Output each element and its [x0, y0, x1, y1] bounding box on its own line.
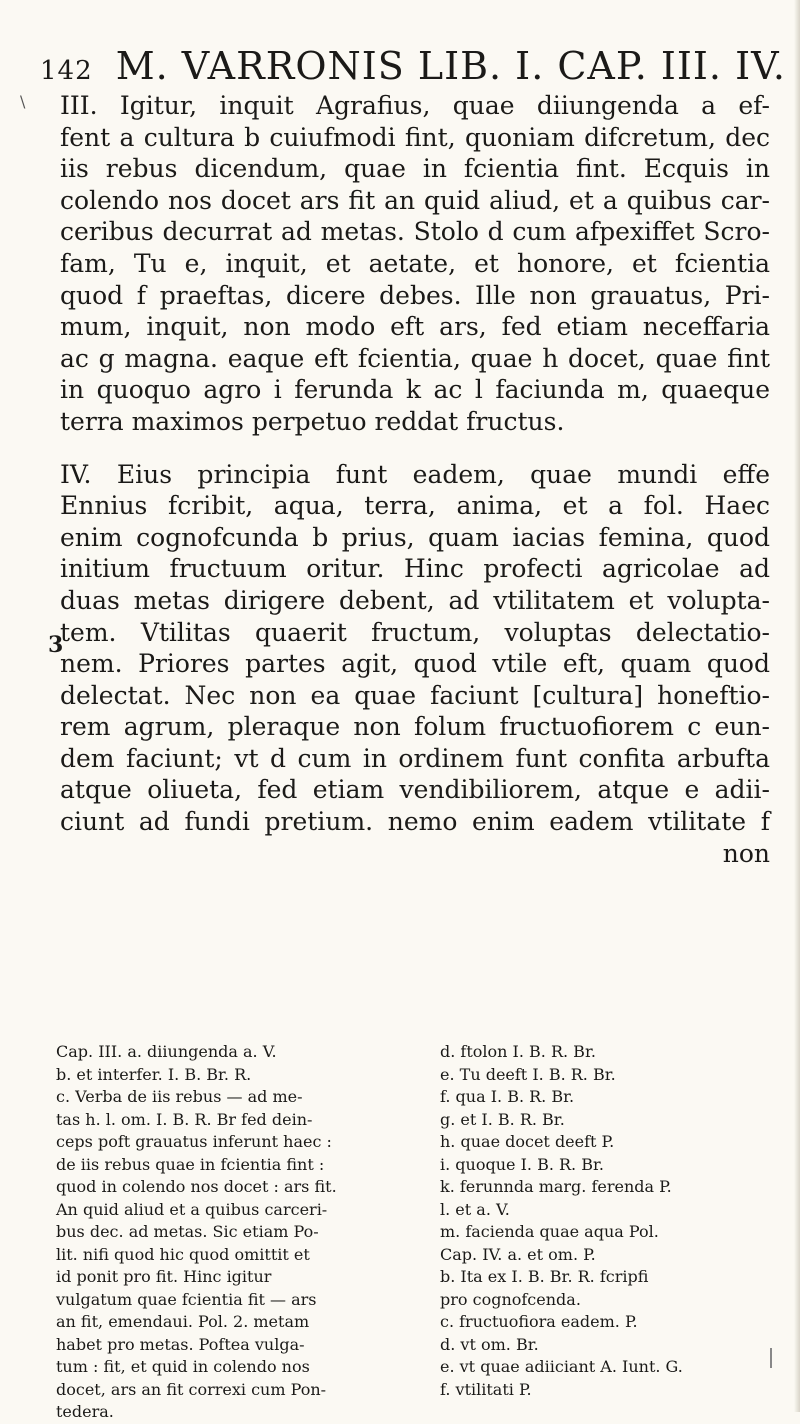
text-line: fent a cultura b cuiufmodi fint, quoniam difcretum, dec	[60, 122, 770, 152]
footnotes-left-column	[56, 1041, 400, 1424]
running-header	[40, 44, 786, 88]
footnote-line: habet pro metas. Poftea vulga-	[56, 1334, 305, 1354]
text-line: in quoquo agro i ferunda k ac l faciunda m, quaeque	[60, 375, 770, 405]
footnote-line: bus dec. ad metas. Sic etiam Po-	[56, 1222, 319, 1241]
footnote-line: h. quae docet deeft P.	[440, 1132, 615, 1151]
text-line: IV. Eius principia funt eadem, quae mundi effe	[60, 459, 770, 489]
footnote-line: d. ftolon I. B. R. Br.	[440, 1042, 596, 1061]
text-line: iis rebus dicendum, quae in fcientia fint. Ecquis in	[60, 154, 770, 184]
footnote-line: l. et a. V.	[440, 1199, 510, 1219]
running-title: M. VARRONIS LIB. I. CAP. III. IV.	[115, 44, 786, 88]
footnote-line: tum : fit, et quid in colendo nos	[56, 1357, 310, 1376]
text-line: tem. Vtilitas quaerit fructum, voluptas delectatio-	[60, 617, 770, 647]
page-mark	[770, 1348, 772, 1368]
footnote-line: e. Tu deeft I. B. R. Br.	[440, 1064, 616, 1084]
footnote-line: Cap. IV. a. et om. P.	[440, 1244, 596, 1264]
footnote-line: e. vt quae adiiciant A. Iunt. G.	[440, 1357, 683, 1376]
footnote-line: f. vtilitati P.	[440, 1379, 532, 1399]
text-line: mum, inquit, non modo eft ars, fed etiam neceffaria	[60, 312, 770, 342]
footnote-line: d. vt om. Br.	[440, 1334, 539, 1354]
footnote-line: b. Ita ex I. B. Br. R. fcripfi	[440, 1267, 649, 1286]
footnote-line: lit. nifi quod hic quod omittit et	[56, 1244, 310, 1264]
text-line: nem. Priores partes agit, quod vtile eft, quam quod	[60, 649, 770, 679]
text-line: delectat. Nec non ea quae faciunt [cultura] honeftio-	[60, 680, 770, 710]
text-line: terra maximos perpetuo reddat fructus.	[60, 406, 565, 436]
text-line: fam, Tu e, inquit, et aetate, et honore, et fcientia	[60, 248, 770, 278]
text-line: ceribus decurrat ad metas. Stolo d cum afpexiffet Scro-	[60, 217, 770, 247]
text-line: Ennius fcribit, aqua, terra, anima, et a fol. Haec	[60, 491, 770, 521]
margin-line-number: 3	[48, 632, 64, 658]
main-text	[60, 90, 770, 869]
text-line: quod f praeftas, dicere debes. Ille non grauatus, Pri-	[60, 280, 770, 310]
page-number: 142	[40, 56, 93, 86]
footnote-line: An quid aliud et a quibus carceri-	[56, 1199, 328, 1219]
text-line: rem agrum, pleraque non folum fructuofiorem c eun-	[60, 712, 770, 742]
footnote-line: g. et I. B. R. Br.	[440, 1109, 565, 1129]
footnote-line: vulgatum quae fcientia fit — ars	[56, 1289, 317, 1309]
margin-mark: \	[20, 92, 26, 111]
text-line: colendo nos docet ars fit an quid aliud, et a quibus car-	[60, 185, 770, 215]
page-edge-shadow	[794, 0, 800, 1412]
text-line: dem faciunt; vt d cum in ordinem funt confita arbufta	[60, 743, 770, 773]
footnote-line: Cap. III. a. diiungenda a. V.	[56, 1042, 277, 1061]
footnote-line: c. fructuofiora eadem. P.	[440, 1312, 638, 1331]
footnote-line: id ponit pro fit. Hinc igitur	[56, 1267, 272, 1286]
footnote-line: f. qua I. B. R. Br.	[440, 1087, 575, 1106]
footnote-line: ceps poft grauatus inferunt haec :	[56, 1132, 332, 1151]
footnote-line: quod in colendo nos docet : ars fit.	[56, 1177, 337, 1196]
text-line: initium fructuum oritur. Hinc profecti agricolae ad	[60, 554, 770, 584]
footnotes-right-column	[440, 1041, 780, 1401]
text-line: duas metas dirigere debent, ad vtilitatem et volupta-	[60, 585, 770, 615]
footnote-line: i. quoque I. B. R. Br.	[440, 1154, 604, 1174]
footnote-line: an fit, emendaui. Pol. 2. metam	[56, 1312, 310, 1331]
footnote-line: tedera.	[56, 1402, 114, 1421]
text-line: atque oliueta, fed etiam vendibiliorem, atque e adii-	[60, 775, 770, 805]
footnote-line: pro cognofcenda.	[440, 1289, 581, 1309]
footnote-line: de iis rebus quae in fcientia fint :	[56, 1154, 325, 1174]
text-line: enim cognofcunda b prius, quam iacias femina, quod	[60, 522, 770, 552]
footnote-line: tas h. l. om. I. B. R. Br fed dein-	[56, 1109, 313, 1129]
text-line: III. Igitur, inquit Agrafius, quae diiungenda a ef-	[60, 91, 770, 120]
catchword: non	[722, 838, 770, 868]
text-line: ac g magna. eaque eft fcientia, quae h docet, quae fint	[60, 343, 770, 373]
footnote-line: c. Verba de iis rebus — ad me-	[56, 1087, 303, 1106]
footnote-line: m. facienda quae aqua Pol.	[440, 1222, 659, 1241]
footnote-line: b. et interfer. I. B. Br. R.	[56, 1064, 252, 1084]
footnote-line: k. ferunnda marg. ferenda P.	[440, 1177, 672, 1196]
footnote-line: docet, ars an fit correxi cum Pon-	[56, 1379, 327, 1399]
text-line: ciunt ad fundi pretium. nemo enim eadem vtilitate f	[60, 807, 770, 837]
